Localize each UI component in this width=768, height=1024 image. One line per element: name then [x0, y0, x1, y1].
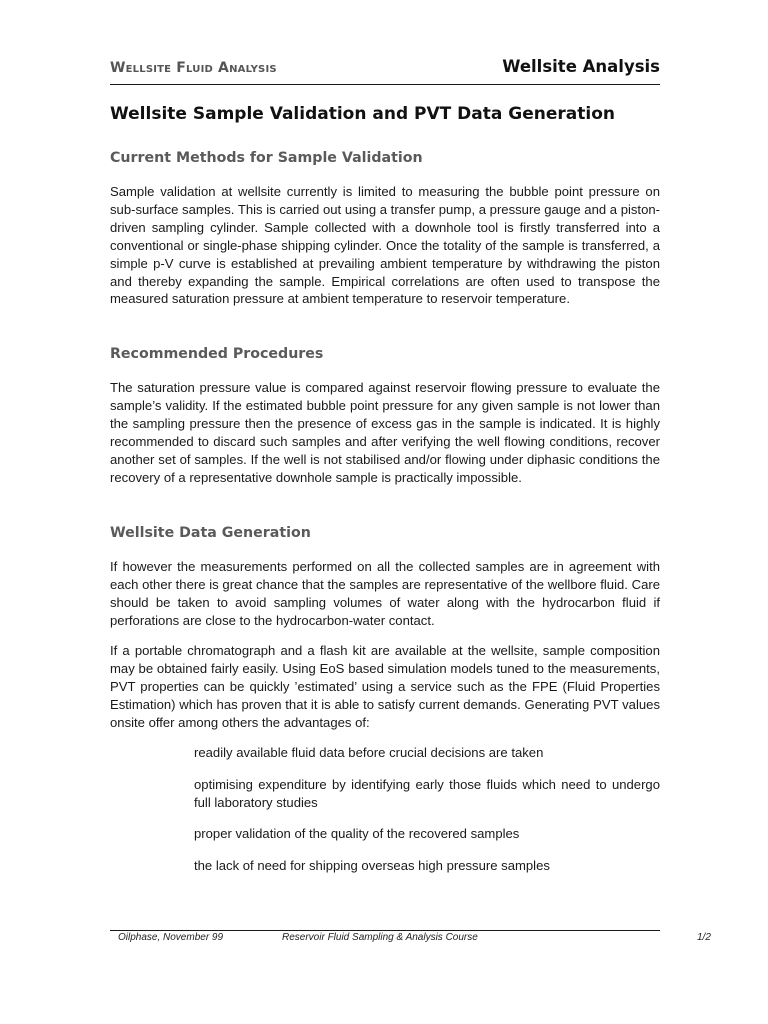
header-section-title: Wellsite Analysis: [502, 57, 660, 76]
list-item-advantage-4: the lack of need for shipping overseas high pressure samples: [194, 858, 550, 873]
paragraph-recommended-procedures: The saturation pressure value is compared against reservoir flowing pressure to evaluate the sample’s validity. If the estimated bubble point pressure for any given sample is not lower than the sampling pressure then the presence of excess gas in the sample is indicated. It is highly recommended to discard such samples and after verifying the well flowing conditions, recover another set of samples. If the well is not stabilised and/or flowing under diphasic conditions the recovery of a representative downhole sample is practically impossible.: [110, 380, 660, 485]
paragraph-current-methods: Sample validation at wellsite currently is limited to measuring the bubble point pressure on sub-surface samples. This is carried out using a transfer pump, a pressure gauge and a piston-driven sampling cylinder. Sample collected with a downhole tool is firstly transferred into a conventional or single-phase shipping cylinder. Once the totality of the sample is transferred, a simple p-V curve is established at prevailing ambient temperature by withdrawing the piston and thereby expanding the sample. Empirical correlations are often used to transpose the measured saturation pressure at ambient temperature to reservoir temperature.: [110, 184, 660, 307]
paragraph-data-generation-1: If however the measurements performed on all the collected samples are in agreement with each other there is great chance that the samples are representative of the wellbore fluid. Care should be taken to avoid sampling volumes of water along with the hydrocarbon fluid if perforations are close to the hydrocarbon-water contact.: [110, 559, 660, 628]
header-document-title: Wellsite Fluid Analysis: [110, 60, 277, 76]
page-header: [110, 56, 660, 85]
list-item-advantage-3: proper validation of the quality of the recovered samples: [194, 826, 520, 841]
footer-course-title: Reservoir Fluid Sampling & Analysis Course: [282, 932, 478, 943]
paragraph-data-generation-2: If a portable chromatograph and a flash kit are available at the wellsite, sample composition may be obtained fairly easily. Using EoS based simulation models tuned to the measurements, PVT properties can be quickly ’estimated’ using a service such as the FPE (Fluid Properties Estimation) which has proven that it is able to satisfy current demands. Generating PVT values onsite offer among others the advantages of:: [110, 643, 660, 730]
footer-page-number: 1/2: [697, 932, 711, 943]
section-heading-wellsite-data-generation: Wellsite Data Generation: [110, 525, 311, 541]
page-title: Wellsite Sample Validation and PVT Data Generation: [110, 104, 615, 124]
list-item-advantage-2: optimising expenditure by identifying early those fluids which need to undergo full laboratory studies: [194, 777, 660, 810]
section-heading-recommended-procedures: Recommended Procedures: [110, 346, 324, 362]
list-item-advantage-1: readily available fluid data before crucial decisions are taken: [194, 745, 544, 760]
footer-divider: [110, 930, 660, 931]
section-heading-current-methods: Current Methods for Sample Validation: [110, 150, 423, 166]
footer-author-date: Oilphase, November 99: [118, 932, 224, 943]
